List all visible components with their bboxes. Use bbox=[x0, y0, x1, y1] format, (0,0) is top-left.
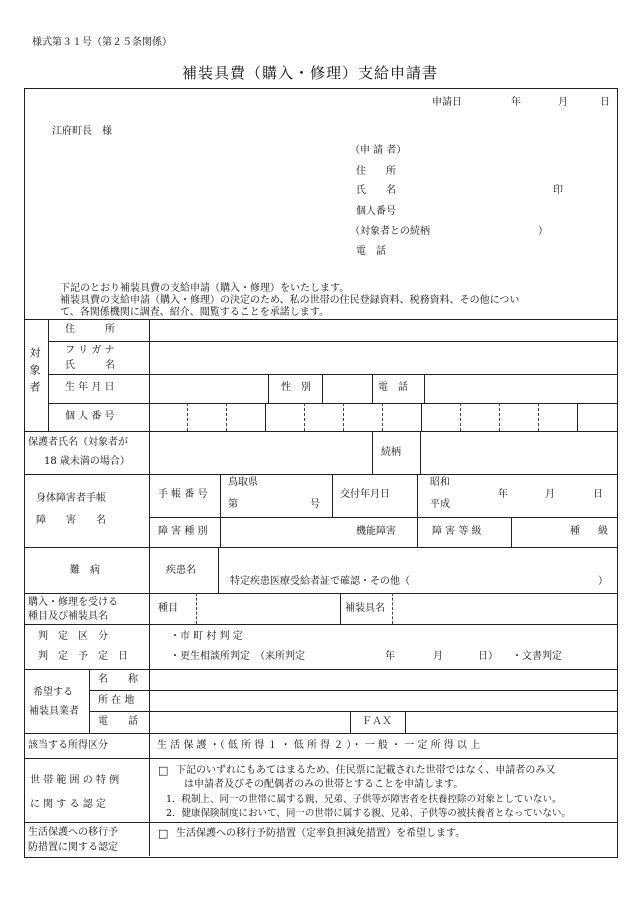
disability-label-1: 身体障害者手帳 bbox=[36, 493, 106, 504]
statement-line-3: て、各関係機関に調査、紹介、閲覧することを承諾します。 bbox=[60, 307, 329, 318]
form-number: 様式第３１号（第２５条関係） bbox=[32, 37, 172, 48]
subject-name-label[interactable]: 氏 名 bbox=[65, 360, 115, 371]
disability-label-2: 障 害 名 bbox=[36, 515, 106, 526]
judgment-day-label: 日） bbox=[478, 651, 498, 662]
prefecture-label: 鳥取県 bbox=[228, 477, 258, 488]
subject-birth-label[interactable]: 生 年 月 日 bbox=[65, 382, 115, 393]
applicant-name-label[interactable]: 氏 名 bbox=[356, 185, 396, 196]
apply-day-label: 日 bbox=[600, 97, 610, 108]
income-label: 該当する所得区分 bbox=[28, 740, 108, 751]
page-title: 補装具費（購入・修理）支給申請書 bbox=[182, 64, 439, 82]
apply-month-label: 月 bbox=[558, 97, 568, 108]
applicant-label: （申 請 者） bbox=[350, 145, 407, 156]
applicant-id-label[interactable]: 個人番号 bbox=[356, 206, 396, 217]
disease-name-label[interactable]: 疾患名 bbox=[166, 565, 196, 576]
function-disorder-label: 機能障害 bbox=[356, 526, 396, 537]
showa-label: 昭和 bbox=[430, 477, 450, 488]
disease-close-paren: ） bbox=[598, 576, 608, 587]
issue-year-label: 年 bbox=[498, 489, 508, 500]
judgment-year-label: 年 bbox=[385, 651, 395, 662]
guardian-label-2: 18 歳未満の場合） bbox=[44, 456, 130, 467]
guardian-relation-label[interactable]: 続柄 bbox=[381, 447, 401, 458]
household-text-1: 下記のいずれにもあてはまるため、住民票に記載された世帯ではなく、申請者のみ又 bbox=[176, 765, 556, 776]
seal-mark: 印 bbox=[553, 185, 563, 196]
disease-label: 難 病 bbox=[70, 565, 100, 576]
item-label-1: 購入・修理を受ける bbox=[28, 597, 118, 608]
subject-furigana-label[interactable]: フ リ ガ ナ bbox=[65, 345, 115, 356]
income-options[interactable]: 生 活 保 護 ・（ 低 所 得 １ ・ 低 所 得 ２ ）・ 一 般 ・ 一 定 所 得 以 上 bbox=[157, 740, 481, 751]
applicant-phone-label[interactable]: 電 話 bbox=[356, 246, 386, 257]
vendor-phone-label[interactable]: 電 話 bbox=[98, 716, 138, 727]
issue-month-label: 月 bbox=[545, 489, 555, 500]
judgment-division-label: 判 定 区 分 bbox=[38, 631, 108, 642]
judgment-document-option[interactable]: ・文書判定 bbox=[512, 651, 562, 662]
shu-label: 種 bbox=[570, 526, 580, 537]
book-number-label[interactable]: 手 帳 番 号 bbox=[158, 489, 208, 500]
item-label-2: 種目及び補装具名 bbox=[28, 611, 108, 622]
household-label-2: に 関 す る 認 定 bbox=[30, 799, 106, 810]
welfare-label-1: 生活保護への移行予 bbox=[28, 827, 118, 838]
household-text-2: は申請者及びその配偶者のみの世帯とすることを申請します。 bbox=[184, 779, 464, 790]
relation-close: ） bbox=[538, 226, 548, 237]
statement-line-2: 補装具費の支給申請（購入・修理）の決定のため、私の世帯の住民登録資料、税務資料、その他につい bbox=[60, 295, 520, 306]
household-condition-2: 2．健康保険制度において、同一の世帯に属する親、兄弟、子供等の被扶養者となっていない。 bbox=[166, 808, 571, 819]
subject-phone-label[interactable]: 電 話 bbox=[378, 382, 408, 393]
vendor-name-label[interactable]: 名 称 bbox=[98, 674, 138, 685]
judgment-date-label: 判 定 予 定 日 bbox=[38, 651, 128, 662]
welfare-text: 生活保護への移行予防措置（定率負担減免措置）を希望します。 bbox=[176, 828, 466, 839]
apply-date-label: 申請日 bbox=[432, 97, 462, 108]
item-device-label[interactable]: 補装具名 bbox=[345, 603, 385, 614]
vendor-fax-label[interactable]: ＦＡＸ bbox=[362, 716, 392, 727]
applicant-relation-label[interactable]: （対象者との続柄 bbox=[350, 226, 430, 237]
judgment-month-label: 月 bbox=[433, 651, 443, 662]
guardian-label-1[interactable]: 保護者氏名（対象者が bbox=[28, 437, 128, 448]
judgment-municipal-option[interactable]: ・市 町 村 判 定 bbox=[170, 631, 243, 642]
item-kind-label[interactable]: 種目 bbox=[158, 603, 178, 614]
subject-address-label[interactable]: 住 所 bbox=[65, 324, 115, 335]
dai-label: 第 bbox=[228, 499, 238, 510]
vendor-label-2: 補装具業者 bbox=[29, 706, 79, 717]
household-label-1: 世 帯 範 囲 の 特 例 bbox=[30, 775, 120, 786]
disability-grade-label[interactable]: 障 害 等 級 bbox=[432, 526, 482, 537]
subject-group-label: 対象者 bbox=[28, 347, 41, 398]
addressee: 江府町長 様 bbox=[52, 126, 112, 137]
subject-id-label[interactable]: 個 人 番 号 bbox=[65, 411, 115, 422]
vendor-location-label[interactable]: 所 在 地 bbox=[98, 695, 135, 706]
judgment-center-option[interactable]: ・更生相談所判定 （来所判定 bbox=[170, 651, 305, 662]
heisei-label: 平成 bbox=[430, 499, 450, 510]
subject-sex-label[interactable]: 性 別 bbox=[281, 382, 311, 393]
welfare-label-2: 防措置に関する認定 bbox=[28, 842, 118, 853]
household-condition-1: 1．税制上、同一の世帯に属する親、兄弟、子供等が障害者を扶養控除の対象としていない。 bbox=[166, 794, 562, 805]
vendor-label-1: 希望する bbox=[33, 687, 73, 698]
welfare-checkbox[interactable]: □ bbox=[158, 827, 169, 840]
disease-confirm-text: 特定疾患医療受給者証で確認・その他（ bbox=[230, 576, 410, 587]
issue-date-label[interactable]: 交付年月日 bbox=[340, 489, 390, 500]
household-checkbox[interactable]: □ bbox=[158, 764, 169, 777]
issue-day-label: 日 bbox=[593, 489, 603, 500]
statement-line-1: 下記のとおり補装具費の支給申請（購入・修理）をいたします。 bbox=[60, 283, 350, 294]
apply-year-label: 年 bbox=[511, 97, 521, 108]
go-label: 号 bbox=[310, 499, 320, 510]
applicant-address-label[interactable]: 住 所 bbox=[356, 166, 396, 177]
kyu-label: 級 bbox=[598, 526, 608, 537]
disability-type-label[interactable]: 障 害 種 別 bbox=[158, 526, 208, 537]
